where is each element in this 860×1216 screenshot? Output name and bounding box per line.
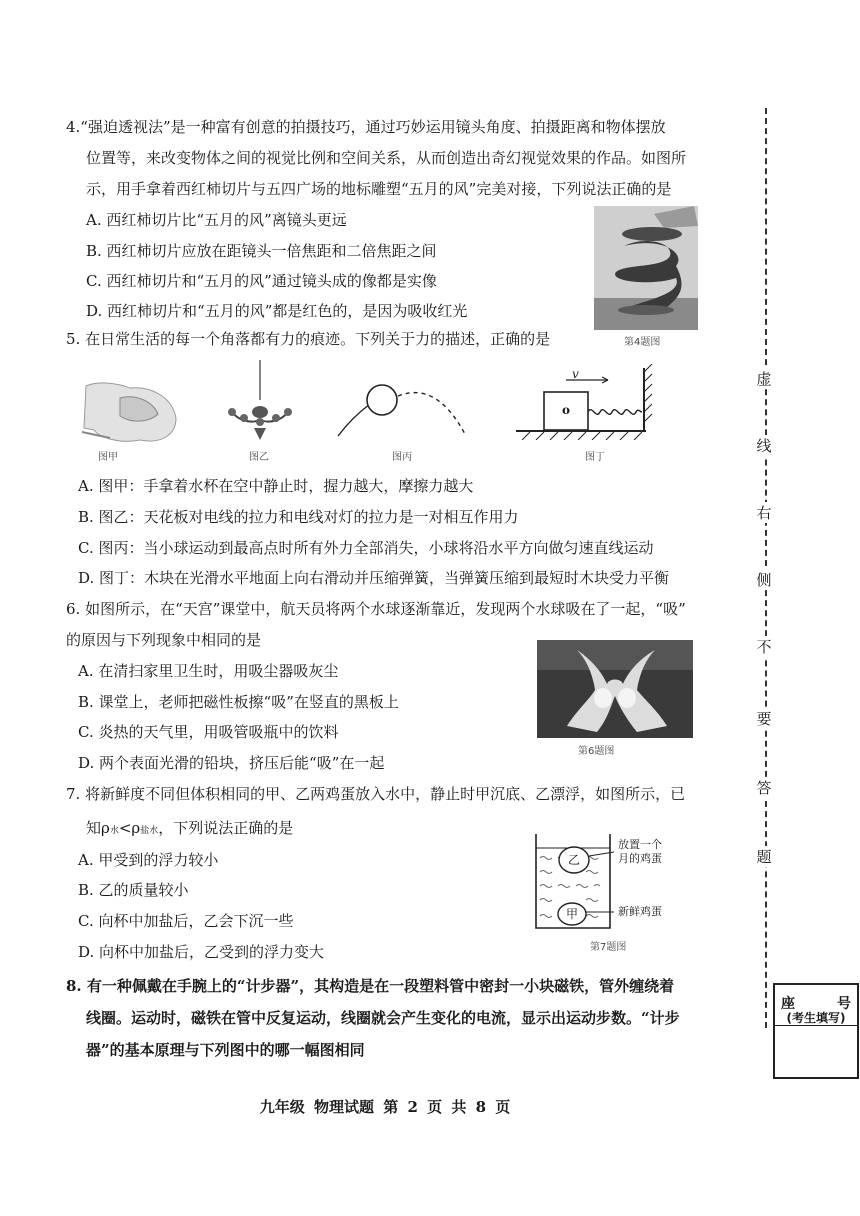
q4-line1: 4.“强迫透视法”是一种富有创意的拍摄技巧，通过巧妙运用镜头角度、拍摄距离和物体摆放 <box>66 118 666 136</box>
q4-line2: 位置等，来改变物体之间的视觉比例和空间关系，从而创造出奇幻视觉效果的作品。如图所 <box>86 149 687 167</box>
margin-dashed-line <box>765 108 767 1028</box>
q7-option-b: B. 乙的质量较小 <box>78 881 189 899</box>
margin-char-8: 题 <box>751 846 777 867</box>
footer-total-pages: 8 <box>475 1098 487 1116</box>
q7-line1: 7. 将新鲜度不同但体积相同的甲、乙两鸡蛋放入水中，静止时甲沉底、乙漂浮，如图所示，已 <box>66 785 686 803</box>
margin-char-5: 不 <box>751 636 777 657</box>
footer-page-unit: 页 <box>427 1098 443 1116</box>
seat-number-sublabel: (考生填写) <box>786 1011 846 1025</box>
q7-sub-water: 水 <box>109 826 119 836</box>
seat-label-right: 号 <box>837 996 851 1012</box>
margin-char-2: 线 <box>751 435 777 456</box>
q6-option-b: B. 课堂上，老师把磁性板擦“吸”在竖直的黑板上 <box>78 693 399 711</box>
margin-char-4: 侧 <box>751 569 777 590</box>
q6-water-balls-photo <box>537 640 693 738</box>
q5-option-c: C. 图丙：当小球运动到最高点时所有外力全部消失，小球将沿水平方向做匀速直线运动 <box>78 539 654 557</box>
footer-subject: 物理试题 <box>313 1098 374 1116</box>
q7-option-c: C. 向杯中加盐后，乙会下沉一些 <box>78 912 294 930</box>
margin-char-3: 右 <box>751 502 777 523</box>
q8-line3: 器”的基本原理与下列图中的哪一幅图相同 <box>86 1041 365 1059</box>
margin-char-1: 虚 <box>751 368 777 389</box>
page-footer <box>0 1096 770 1117</box>
q5-fig-ding-label: 图丁 <box>585 452 605 463</box>
q5-fig-ding-block-spring <box>516 364 660 440</box>
seat-label-left: 座 <box>781 996 795 1012</box>
q5-fig-jia-hand-cup <box>80 378 180 446</box>
q5-fig-ding-velocity-label: v <box>572 367 579 381</box>
footer-total-unit: 页 <box>495 1098 511 1116</box>
q6-option-c: C. 炎热的天气里，用吸管吸瓶中的饮料 <box>78 723 339 741</box>
q4-line3: 示，用手拿着西红柿切片与五四广场的地标雕塑“五月的风”完美对接，下列说法正确的是 <box>86 180 672 198</box>
q4-option-d: D. 西红柿切片和“五月的风”都是红色的，是因为吸收红光 <box>86 302 468 320</box>
footer-total-label: 共 <box>451 1098 467 1116</box>
q4-option-c: C. 西红柿切片和“五月的风”通过镜头成的像都是实像 <box>86 272 437 290</box>
q5-fig-bing-label: 图丙 <box>392 452 412 463</box>
q5-line1: 5. 在日常生活的每一个角落都有力的痕迹。下列关于力的描述，正确的是 <box>66 330 551 348</box>
q5-option-b: B. 图乙：天花板对电线的拉力和电线对灯的拉力是一对相互作用力 <box>78 508 519 526</box>
q8-line1: 8. 有一种佩戴在手腕上的“计步器”，其构造是在一段塑料管中密封一小块磁铁，管外缠绕着 <box>66 977 675 995</box>
q4-option-b: B. 西红柿切片应放在距镜头一倍焦距和二倍焦距之间 <box>86 242 437 260</box>
footer-page-number: 2 <box>407 1098 418 1116</box>
q5-fig-yi-chandelier <box>226 360 296 446</box>
q5-fig-yi-label: 图乙 <box>249 452 269 463</box>
q7-egg-yi-label: 乙 <box>568 853 581 867</box>
q7-rho-water: 知ρ <box>86 819 110 837</box>
q6-line2: 的原因与下列现象中相同的是 <box>66 631 262 649</box>
q7-less-than: <ρ <box>118 819 141 837</box>
q6-option-d: D. 两个表面光滑的铅块，挤压后能“吸”在一起 <box>78 754 385 772</box>
q7-sub-salt: 盐水 <box>140 826 159 836</box>
seat-number-box <box>773 983 859 1079</box>
margin-char-7: 答 <box>751 777 777 798</box>
q6-option-a: A. 在清扫家里卫生时，用吸尘器吸灰尘 <box>78 662 339 680</box>
footer-grade: 九年级 <box>259 1098 305 1116</box>
q7-egg-jia-label: 甲 <box>566 907 579 921</box>
q5-option-d: D. 图丁：木块在光滑水平地面上向右滑动并压缩弹簧，当弹簧压缩到最短时木块受力平衡 <box>78 569 670 587</box>
q4-sculpture-photo <box>594 206 698 330</box>
q6-line1: 6. 如图所示，在“天宫”课堂中，航天员将两个水球逐渐靠近，发现两个水球吸在了一起，“吸” <box>66 600 686 618</box>
q7-line2-tail: ，下列说法正确的是 <box>158 819 294 837</box>
q7-line2 <box>86 818 293 841</box>
q4-figure-caption: 第4题图 <box>624 337 661 348</box>
q8-line2: 线圈。运动时，磁铁在管中反复运动，线圈就会产生变化的电流，显示出运动步数。“计步 <box>86 1009 680 1027</box>
q7-option-d: D. 向杯中加盐后，乙受到的浮力变大 <box>78 943 325 961</box>
q5-option-a: A. 图甲：手拿着水杯在空中静止时，握力越大，摩擦力越大 <box>78 477 474 495</box>
q5-fig-bing-ball <box>334 376 474 446</box>
q5-fig-ding-o-label: o <box>562 403 571 417</box>
q7-figure-caption: 第7题图 <box>590 942 627 953</box>
q4-option-a: A. 西红柿切片比“五月的风”离镜头更远 <box>86 211 347 229</box>
margin-char-6: 要 <box>751 708 777 729</box>
q7-option-a: A. 甲受到的浮力较小 <box>78 851 219 869</box>
q6-figure-caption: 第6题图 <box>578 746 615 757</box>
footer-page-label: 第 <box>383 1098 399 1116</box>
q5-fig-jia-label: 图甲 <box>98 452 118 463</box>
q7-label-top-1: 放置一个 <box>618 838 662 851</box>
q7-label-bottom: 新鲜鸡蛋 <box>618 905 662 918</box>
q7-label-top-2: 月的鸡蛋 <box>618 852 662 865</box>
